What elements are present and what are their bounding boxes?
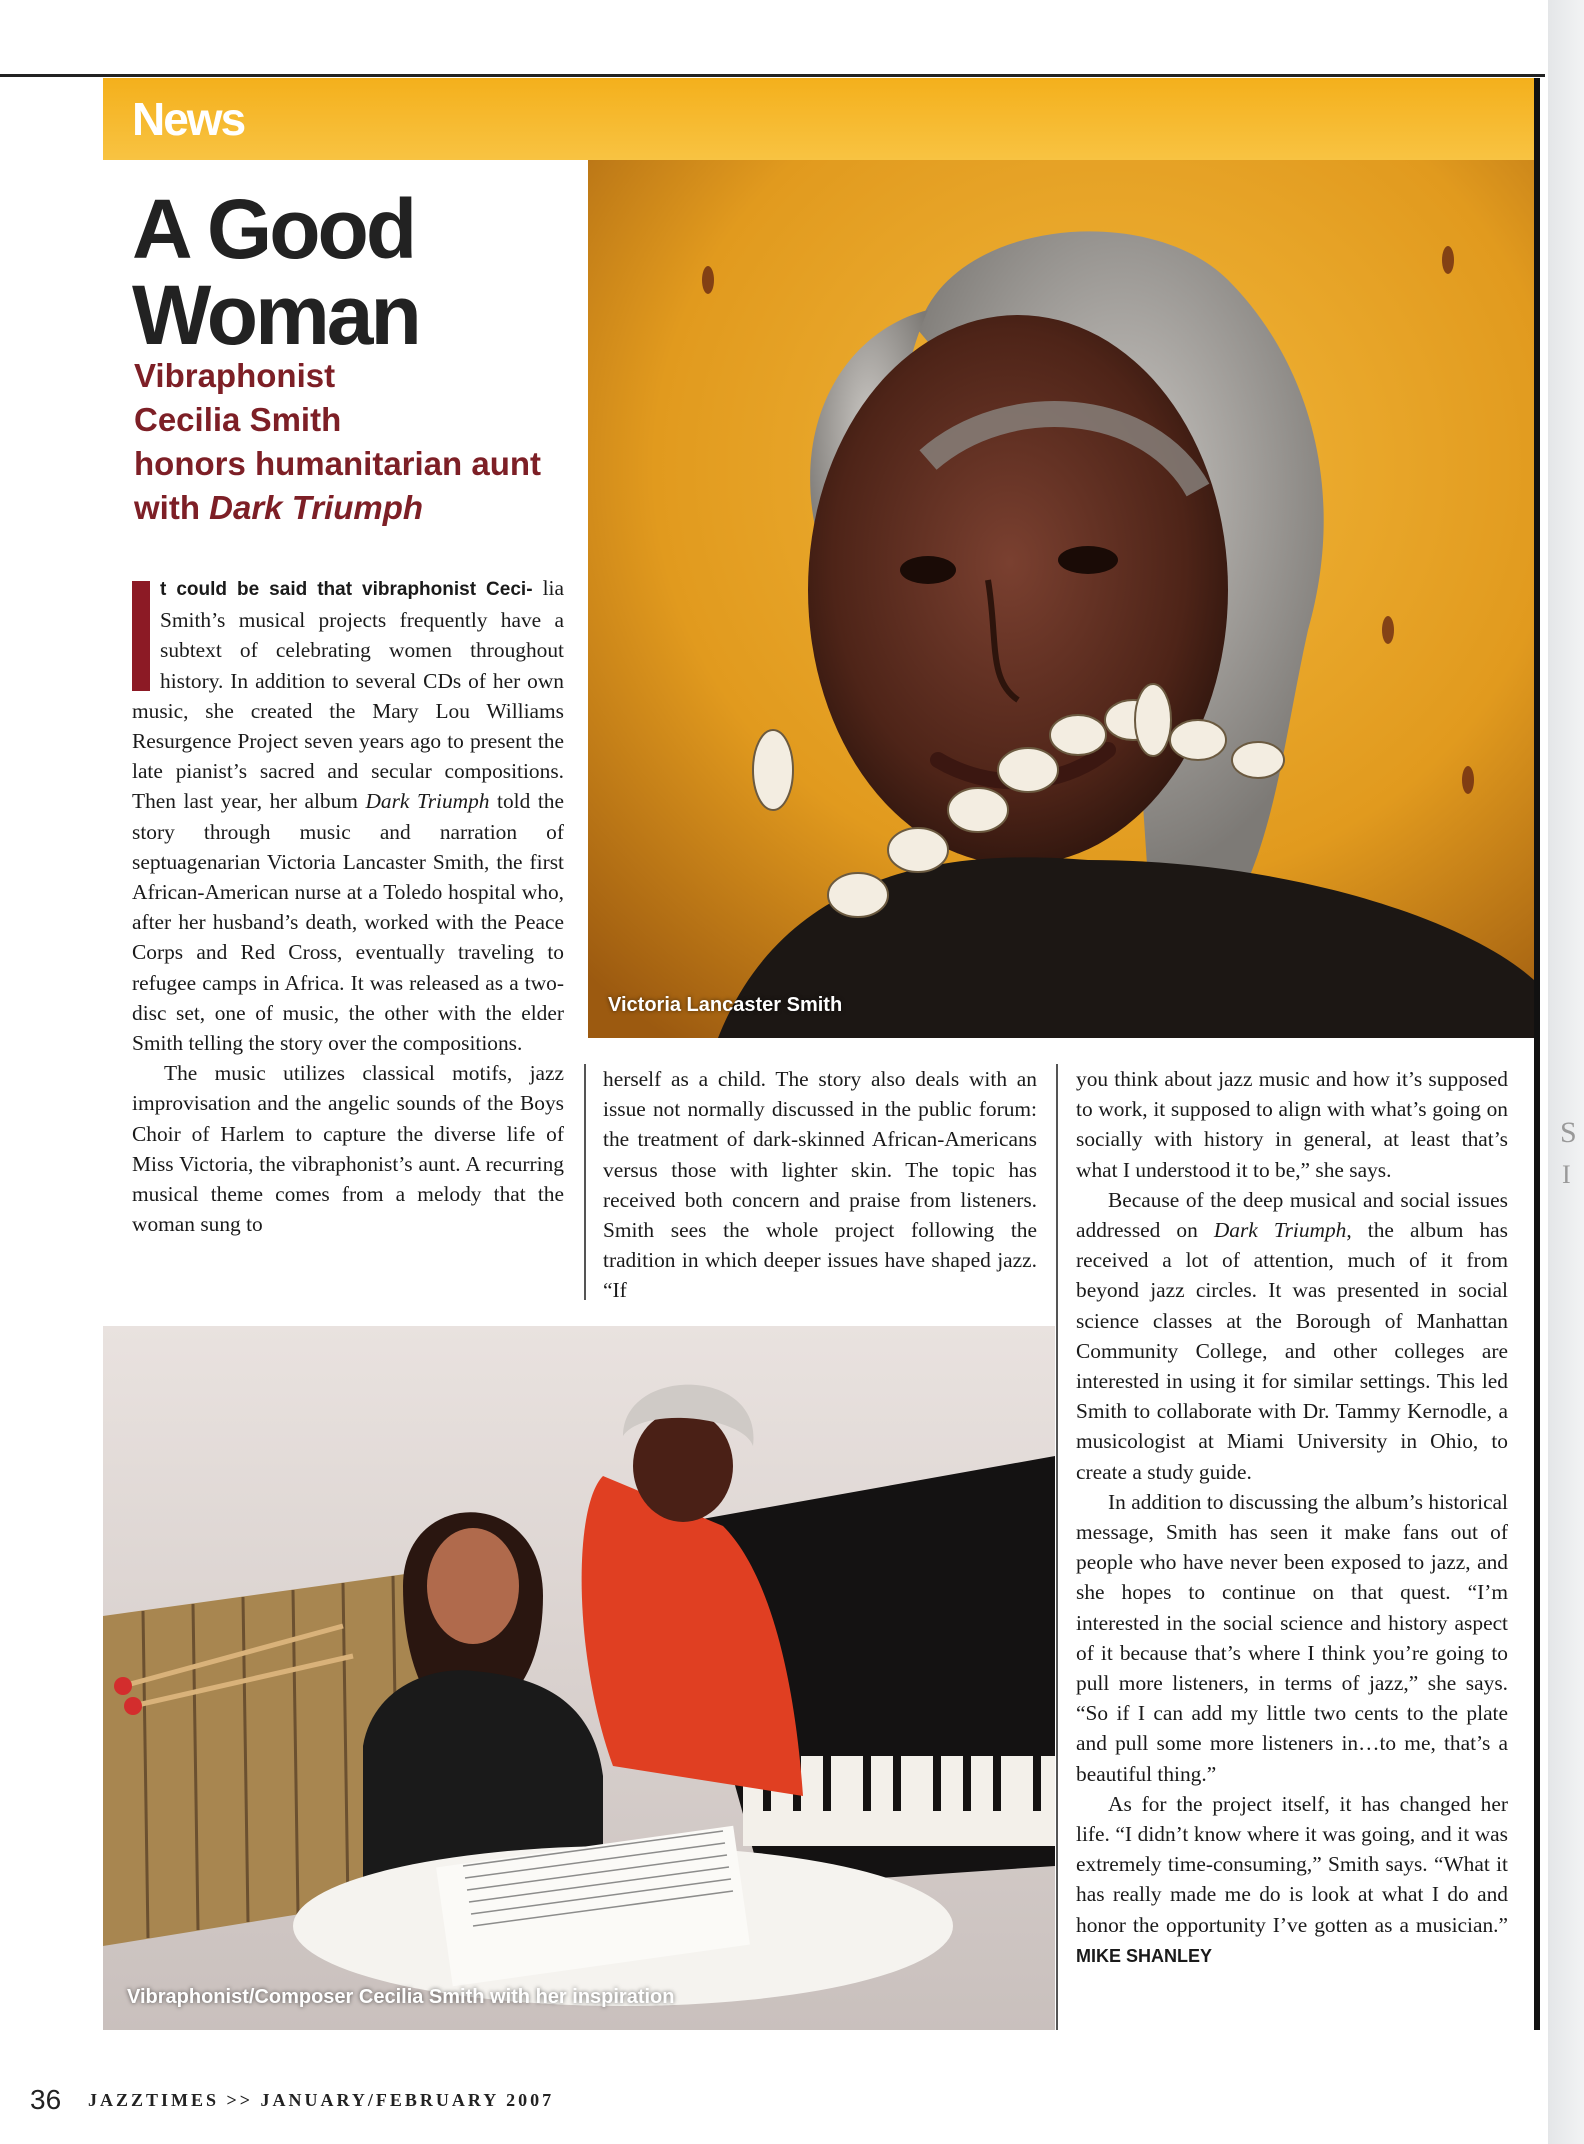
next-page-glyph: S [1560, 1116, 1577, 1149]
top-rule [0, 74, 1545, 77]
next-page-edge [1548, 0, 1584, 2144]
album-title: Dark Triumph [365, 789, 490, 814]
duo-illustration [103, 1326, 1055, 2030]
portrait-illustration [588, 160, 1534, 1038]
byline: MIKE SHANLEY [1076, 1945, 1213, 1966]
paragraph: In addition to discussing the album’s historical message, Smith has seen it make fans out of people who have never been exposed to jazz, and she hopes to continue on that quest. “I’m interested in the social science and history aspect of it because that’s where I think you’re going to pull more listeners, in terms of jazz,” she says. “So if I can add my little two cents to the plate and pull some more listeners in…to me, that’s a beautiful thing.” [1076, 1489, 1508, 1786]
lead-in: t could be said that vibraphonist Ceci- [160, 579, 533, 600]
section-bar [103, 78, 1534, 160]
paragraph: The music utilizes classical motifs, jazz improvisation and the angelic sounds of the Boys Choir of Harlem to capture the diverse life of Miss Victoria, the vibraphonist’s aunt. A recurring musical theme comes from a melody that the woman sung to [132, 1061, 564, 1237]
duo-photo [103, 1326, 1055, 2030]
paragraph [132, 573, 564, 1058]
paragraph: you think about jazz music and how it’s supposed to work, it supposed to align with what’s going on socially with history in general, at least that’s what I understood it to be,” she says. [1076, 1067, 1508, 1182]
article-column-3 [1076, 1064, 1508, 1971]
deck [134, 354, 594, 530]
paragraph: herself as a child. The story also deals with an issue not normally discussed in the public forum: the treatment of dark-skinned African-Americans versus those with lighter skin. The topic has received both concern and praise from listeners. Smith sees the whole project following the tradition in which deeper issues have shaped jazz. “If [603, 1067, 1037, 1303]
article-column-2 [603, 1064, 1037, 1306]
album-title: Dark Triumph [209, 489, 424, 526]
footer-masthead: JAZZTIMES >> JANUARY/FEBRUARY 2007 [88, 2090, 555, 2110]
headline: A Good Woman [132, 182, 419, 362]
paragraph: Because of the deep musical and social issues addressed on Dark Triumph, the album has received a lot of attention, much of it from beyond jazz circles. It was presented in social science classes at the Borough of Manhattan Community College, and other colleges are interested in using it for similar settings. This led Smith to collaborate with Dr. Tammy Kernodle, a musicologist at Miami University in Ohio, to create a study guide. [1076, 1187, 1508, 1484]
section-label: News [132, 93, 245, 145]
deck-line: honors humanitarian aunt [134, 445, 542, 482]
paragraph-text: lia Smith’s musical projects frequently have a subtext of celebrating women throughout history. In addition to several CDs of her own music, she created the Mary Lou Williams Resurgence Project seven years ago to present the late pianist’s sacred and secular compositions. Then last year, her album Dark Triumph told the story through music and narration of septuagenarian Victoria Lancaster Smith, the first African-American nurse at a Toledo hospital who, after her husband’s death, worked with the Peace Corps and Red Cross, eventually traveling to refugee camps in Africa. It was released as a two-disc set, one of music, the other with the elder Smith telling the story over the compositions. [132, 576, 564, 1056]
deck-line [134, 486, 594, 530]
photo-caption: Vibraphonist/Composer Cecilia Smith with her inspiration [127, 1986, 675, 2008]
column-rule [584, 1064, 586, 1300]
paragraph-text: As for the project itself, it has changed her life. “I didn’t know where it was going, and it was extremely time-consuming,” Smith says. “What it has really made me do is look at what I do and honor the opportunity I’ve gotten as a musician.” [1076, 1791, 1508, 1937]
page-number: 36 [30, 2084, 62, 2115]
drop-cap-bar [132, 581, 150, 691]
deck-line: Vibraphonist [134, 357, 336, 394]
deck-line-prefix: with [134, 489, 210, 526]
paragraph [1076, 1789, 1508, 1971]
right-page-border [1534, 78, 1540, 2030]
next-page-glyph: I [1562, 1160, 1571, 1189]
column-rule [1056, 1064, 1058, 2030]
portrait-photo [588, 160, 1534, 1038]
photo-caption: Victoria Lancaster Smith [608, 994, 843, 1016]
deck-line: Cecilia Smith [134, 401, 342, 438]
album-title: Dark Triumph [1213, 1218, 1347, 1243]
article-column-1 [132, 573, 564, 1239]
